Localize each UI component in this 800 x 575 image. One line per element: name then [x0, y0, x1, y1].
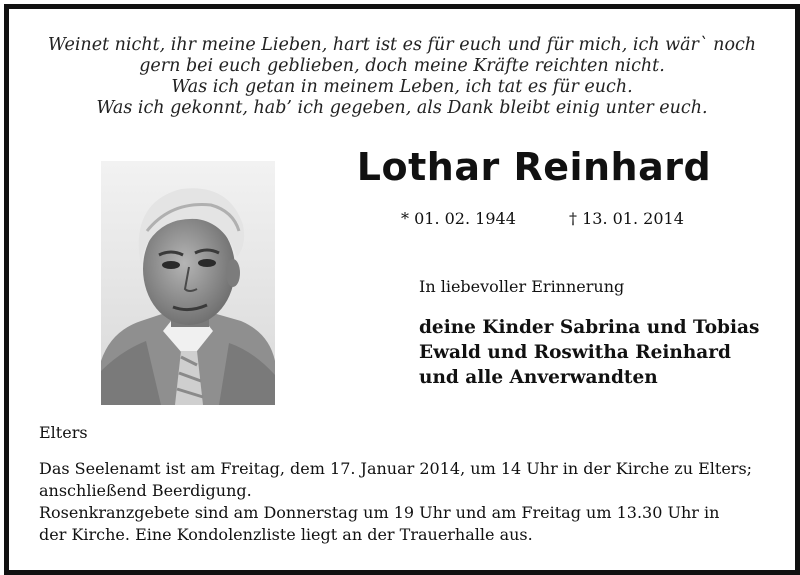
mourner-line: und alle Anverwandten — [419, 367, 658, 388]
poem-line: Weinet nicht, ihr meine Lieben, hart ist es für euch und für mich, ich wär` noch — [47, 35, 757, 55]
birth-date: * 01. 02. 1944 — [401, 209, 516, 228]
poem — [9, 35, 795, 119]
memory-line: In liebevoller Erinnerung — [419, 277, 625, 296]
poem-line: Was ich getan in meinem Leben, ich tat es für euch. — [171, 77, 633, 97]
mourners-list — [419, 315, 759, 390]
deceased-name: Lothar Reinhard — [356, 145, 712, 189]
poem-line: Was ich gekonnt, hab’ ich gegeben, als Dank bleibt einig unter euch. — [96, 98, 708, 118]
portrait-photo — [101, 161, 275, 405]
notice-line: der Kirche. Eine Kondolenzliste liegt an der Trauerhalle aus. — [39, 525, 533, 544]
poem-line: gern bei euch geblieben, doch meine Kräfte reichten nicht. — [139, 56, 665, 76]
mourner-line: deine Kinder Sabrina und Tobias — [419, 317, 760, 338]
funeral-notice — [39, 458, 769, 546]
place-name: Elters — [39, 423, 88, 442]
death-date: † 13. 01. 2014 — [569, 209, 684, 228]
notice-line: Rosenkranzgebete sind am Donnerstag um 19 Uhr und am Freitag um 13.30 Uhr in — [39, 503, 720, 522]
mourner-line: Ewald und Roswitha Reinhard — [419, 342, 731, 363]
obituary-frame — [4, 4, 800, 575]
notice-line: Das Seelenamt ist am Freitag, dem 17. Januar 2014, um 14 Uhr in der Kirche zu Elters; — [39, 459, 753, 478]
notice-line: anschließend Beerdigung. — [39, 481, 252, 500]
